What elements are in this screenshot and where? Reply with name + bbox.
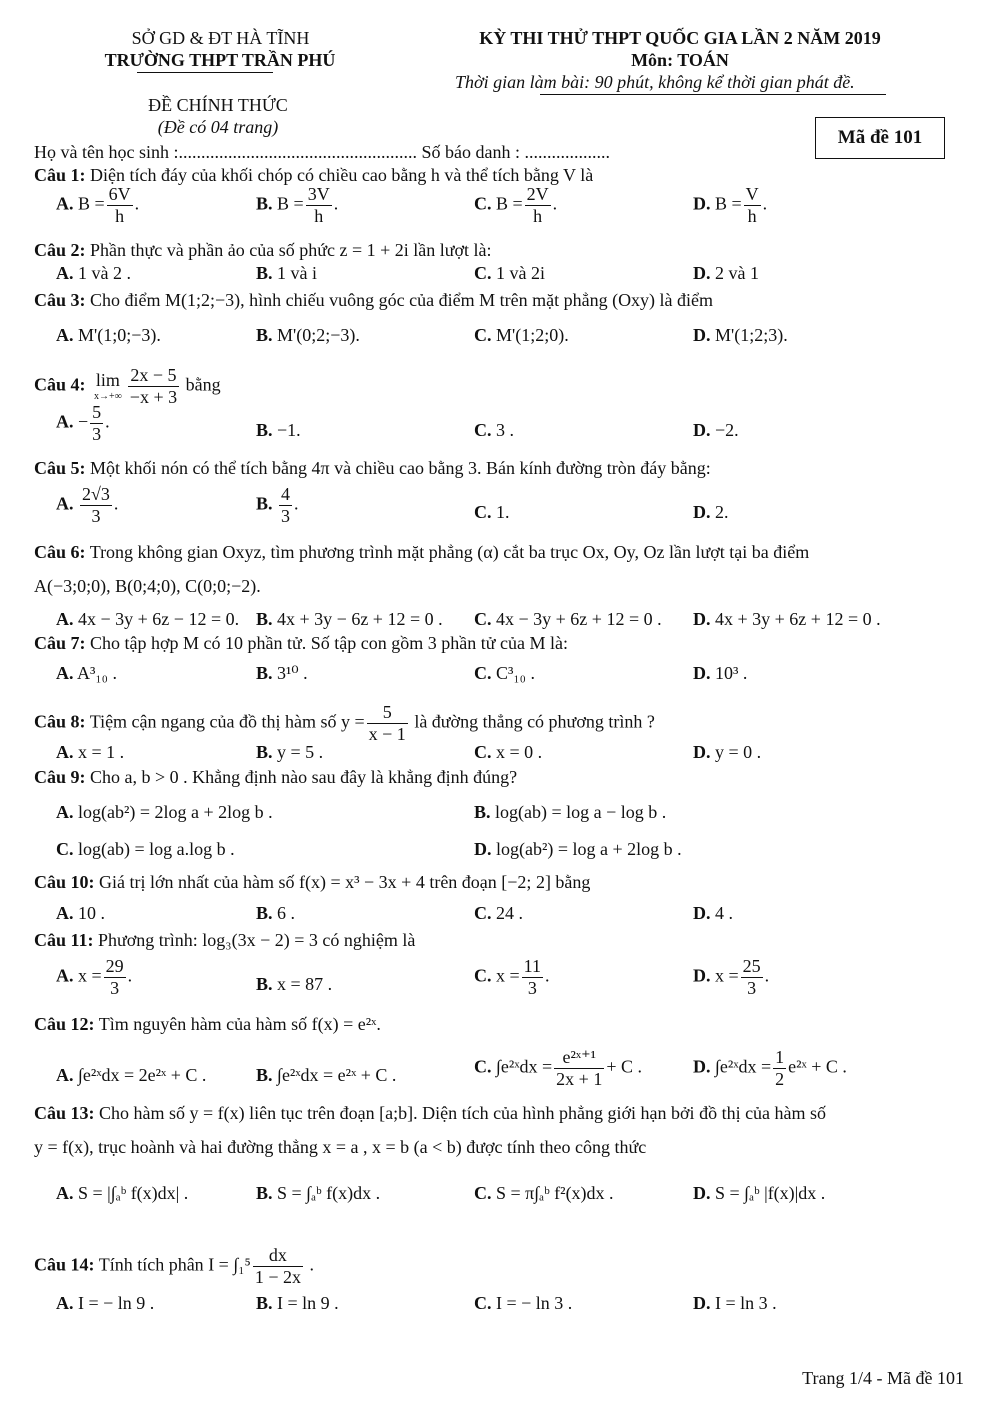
fraction bbox=[279, 484, 292, 526]
option-text: 10³ . bbox=[715, 663, 748, 683]
option-text: 4x − 3y + 6z + 12 = 0 . bbox=[496, 609, 662, 629]
question-number: Câu 7: bbox=[34, 633, 86, 653]
option-label: B. bbox=[256, 420, 273, 440]
option-b bbox=[256, 184, 338, 226]
option-d bbox=[693, 420, 739, 441]
option-d bbox=[693, 609, 881, 630]
pages-note: (Đề có 04 trang) bbox=[157, 117, 279, 137]
fraction-denominator: h bbox=[533, 205, 543, 226]
fraction bbox=[773, 1047, 786, 1089]
option-label: B. bbox=[256, 493, 273, 514]
option-label: C. bbox=[56, 839, 74, 859]
option-label: A. bbox=[56, 493, 74, 514]
question-3 bbox=[34, 290, 713, 311]
option-c bbox=[474, 609, 662, 630]
option-text: S = ∫ₐᵇ |f(x)|dx . bbox=[715, 1183, 826, 1203]
question-13-line-2: y = f(x), trục hoành và hai đường thẳng x = a , x = b (a < b) được tính theo công thức bbox=[34, 1137, 647, 1157]
option-b bbox=[256, 1293, 339, 1314]
fraction-denominator: 3 bbox=[747, 977, 757, 998]
option-b bbox=[256, 974, 332, 995]
option-label: C. bbox=[474, 1183, 492, 1203]
option-label: C. bbox=[474, 502, 492, 522]
fraction-denominator: 2 bbox=[775, 1068, 785, 1089]
option-label: C. bbox=[474, 193, 492, 214]
question-number: Câu 4: bbox=[34, 374, 86, 395]
option-label: A. bbox=[56, 193, 74, 214]
option-label: D. bbox=[693, 965, 711, 986]
fraction-numerator: 11 bbox=[523, 956, 541, 976]
option-b bbox=[256, 1183, 380, 1204]
option-c bbox=[474, 903, 523, 924]
option-text: 3 . bbox=[496, 420, 514, 440]
option-label: D. bbox=[693, 1183, 711, 1203]
question-text: Tìm nguyên hàm của hàm số f(x) = e²ˣ. bbox=[98, 1014, 381, 1034]
subject: Môn: TOÁN bbox=[631, 50, 729, 70]
option-c bbox=[474, 325, 569, 346]
option-suffix: . bbox=[764, 965, 770, 986]
question-number: Câu 6: bbox=[34, 542, 86, 562]
option-label: C. bbox=[474, 965, 492, 986]
dept-name: SỞ GD & ĐT HÀ TĨNH bbox=[131, 28, 310, 48]
question-text: Phần thực và phần ảo của số phức z = 1 + 2i lần lượt là: bbox=[90, 240, 492, 260]
fraction-denominator: h bbox=[314, 205, 324, 226]
option-b bbox=[256, 325, 360, 346]
option-text: 10 . bbox=[78, 903, 105, 923]
option-a bbox=[56, 956, 132, 998]
option-text: −2. bbox=[715, 420, 739, 440]
option-label: D. bbox=[693, 325, 711, 345]
option-d bbox=[474, 839, 682, 860]
question-text: Trong không gian Oxyz, tìm phương trình mặt phẳng (α) cắt ba trục Ox, Oy, Oz lần lượt tại ba điểm bbox=[89, 542, 810, 562]
fraction-numerator: 2√3 bbox=[82, 484, 110, 504]
fraction bbox=[522, 956, 543, 998]
question-number: Câu 9: bbox=[34, 767, 86, 787]
fraction bbox=[554, 1047, 604, 1089]
option-text: 1 và 2 . bbox=[78, 263, 131, 283]
fraction-denominator: 2x + 1 bbox=[556, 1068, 603, 1089]
formula-prefix: y = bbox=[341, 711, 365, 732]
question-text: Cho điểm M(1;2;−3), hình chiếu vuông góc của điểm M trên mặt phẳng (Oxy) là điểm bbox=[90, 290, 714, 310]
option-c bbox=[56, 839, 235, 860]
limit-subscript: x→+∞ bbox=[94, 390, 122, 402]
option-label: C. bbox=[474, 742, 492, 762]
option-prefix: x = bbox=[496, 965, 520, 986]
option-text: y = 0 . bbox=[715, 742, 762, 762]
limit-operator bbox=[92, 370, 124, 402]
question-number: Câu 3: bbox=[34, 290, 86, 310]
fraction-numerator: 29 bbox=[105, 956, 124, 976]
option-prefix: x = bbox=[78, 965, 102, 986]
option-text: log(ab²) = 2log a + 2log b . bbox=[78, 802, 273, 822]
option-text: I = ln 3 . bbox=[715, 1293, 777, 1313]
time-underline bbox=[540, 94, 886, 95]
option-suffix: . bbox=[294, 493, 299, 514]
option-label: B. bbox=[256, 903, 273, 923]
option-label: A. bbox=[56, 1065, 74, 1085]
option-label: A. bbox=[56, 325, 74, 345]
option-label: B. bbox=[256, 609, 273, 629]
option-d bbox=[693, 663, 747, 684]
fraction-numerator: V bbox=[745, 184, 759, 204]
option-text: ∫e²ˣdx = e²ˣ + C . bbox=[277, 1065, 397, 1085]
option-text: 4x + 3y − 6z + 12 = 0 . bbox=[277, 609, 443, 629]
option-label: D. bbox=[693, 502, 711, 522]
option-text: I = − ln 9 . bbox=[78, 1293, 155, 1313]
option-a bbox=[56, 1065, 206, 1086]
option-text: y = 5 . bbox=[277, 742, 324, 762]
option-label: D. bbox=[693, 742, 711, 762]
fraction-numerator: 5 bbox=[92, 402, 102, 422]
option-label: B. bbox=[256, 263, 273, 283]
question-text-after: . bbox=[309, 1254, 314, 1275]
option-a bbox=[56, 184, 139, 226]
question-text: Phương trình: log₃(3x − 2) = 3 có nghiệm là bbox=[98, 930, 416, 950]
fraction-denominator: 3 bbox=[110, 977, 120, 998]
question-6 bbox=[34, 542, 809, 563]
question-number: Câu 12: bbox=[34, 1014, 95, 1034]
option-text: A³₁₀ . bbox=[77, 663, 117, 683]
fraction bbox=[107, 184, 133, 226]
option-text: M'(1;2;0). bbox=[496, 325, 569, 345]
question-text: Một khối nón có thể tích bằng 4π và chiều cao bằng 3. Bán kính đường tròn đáy bằng: bbox=[90, 458, 711, 478]
option-a bbox=[56, 802, 273, 823]
fraction bbox=[128, 365, 179, 407]
fraction-numerator: dx bbox=[253, 1245, 303, 1267]
option-suffix: . bbox=[552, 193, 558, 214]
option-label: A. bbox=[56, 742, 74, 762]
limit-word: lim bbox=[95, 370, 120, 391]
question-14 bbox=[34, 1245, 314, 1287]
option-b bbox=[256, 484, 299, 526]
option-label: D. bbox=[693, 193, 711, 214]
option-d bbox=[693, 1293, 777, 1314]
question-7 bbox=[34, 633, 568, 654]
fraction-numerator: 1 bbox=[775, 1047, 785, 1067]
option-prefix: − bbox=[78, 411, 89, 432]
fraction-denominator: 3 bbox=[281, 505, 291, 526]
option-b bbox=[256, 903, 295, 924]
question-number: Câu 8: bbox=[34, 711, 86, 732]
option-a bbox=[56, 663, 117, 684]
option-label: A. bbox=[56, 263, 74, 283]
question-13 bbox=[34, 1103, 826, 1124]
option-prefix: ∫e²ˣdx = bbox=[715, 1056, 772, 1077]
option-label: C. bbox=[474, 903, 492, 923]
option-c bbox=[474, 502, 510, 523]
fraction bbox=[367, 702, 408, 744]
question-2 bbox=[34, 240, 492, 261]
option-label: B. bbox=[256, 193, 273, 214]
option-c bbox=[474, 742, 542, 763]
option-text: 1. bbox=[496, 502, 510, 522]
option-d bbox=[693, 184, 767, 226]
option-suffix: . bbox=[113, 493, 119, 514]
option-a bbox=[56, 609, 239, 630]
option-b bbox=[256, 1065, 396, 1086]
option-label: B. bbox=[256, 325, 273, 345]
option-a bbox=[56, 325, 161, 346]
option-label: C. bbox=[474, 1056, 492, 1077]
student-info-line: Họ và tên học sinh :..................................................... Số báo danh : ................... bbox=[34, 142, 610, 162]
exam-code-box: Mã đề 101 bbox=[815, 117, 945, 159]
fraction-denominator: x − 1 bbox=[368, 723, 406, 744]
option-d bbox=[693, 263, 759, 284]
option-prefix: B = bbox=[277, 193, 304, 214]
option-text: 24 . bbox=[496, 903, 523, 923]
question-number: Câu 2: bbox=[34, 240, 86, 260]
question-10 bbox=[34, 872, 590, 893]
option-label: C. bbox=[474, 609, 492, 629]
option-label: D. bbox=[693, 1056, 711, 1077]
exam-title: KỲ THI THỬ THPT QUỐC GIA LẦN 2 NĂM 2019 bbox=[479, 28, 881, 48]
option-text: 2. bbox=[715, 502, 729, 522]
school-underline bbox=[137, 72, 273, 73]
fraction bbox=[104, 956, 126, 998]
option-b bbox=[256, 420, 301, 441]
option-c bbox=[474, 1183, 614, 1204]
question-text: Diện tích đáy của khối chóp có chiều cao bằng h và thể tích bằng V là bbox=[90, 165, 594, 185]
option-c bbox=[474, 184, 557, 226]
option-label: B. bbox=[256, 1293, 273, 1313]
option-text: 6 . bbox=[277, 903, 296, 923]
option-label: A. bbox=[56, 663, 74, 683]
option-c bbox=[474, 420, 514, 441]
option-text: 4x − 3y + 6z − 12 = 0. bbox=[78, 609, 240, 629]
option-suffix: . bbox=[545, 965, 550, 986]
option-label: B. bbox=[256, 974, 273, 994]
question-text: Tính tích phân bbox=[98, 1254, 204, 1275]
fraction-denominator: 3 bbox=[92, 423, 102, 444]
option-text: S = ∫ₐᵇ f(x)dx . bbox=[277, 1183, 381, 1203]
formula-prefix: I = ∫₁⁵ bbox=[208, 1254, 251, 1275]
option-label: D. bbox=[693, 1293, 711, 1313]
option-text: C³₁₀ . bbox=[496, 663, 535, 683]
option-label: D. bbox=[693, 420, 711, 440]
question-8 bbox=[34, 702, 655, 744]
option-label: A. bbox=[56, 1183, 74, 1203]
option-prefix: B = bbox=[715, 193, 742, 214]
question-number: Câu 13: bbox=[34, 1103, 95, 1123]
option-label: D. bbox=[474, 839, 492, 859]
question-number: Câu 1: bbox=[34, 165, 86, 185]
fraction-numerator: e²ˣ⁺¹ bbox=[554, 1047, 604, 1069]
option-label: A. bbox=[56, 802, 74, 822]
option-text: M'(0;2;−3). bbox=[277, 325, 360, 345]
question-number: Câu 5: bbox=[34, 458, 86, 478]
fraction-numerator: 3V bbox=[307, 184, 330, 204]
question-text: Giá trị lớn nhất của hàm số f(x) = x³ − 3x + 4 trên đoạn [−2; 2] bằng bbox=[99, 872, 591, 892]
option-text: 4x + 3y + 6z + 12 = 0 . bbox=[715, 609, 881, 629]
fraction bbox=[306, 184, 332, 226]
fraction-numerator: 4 bbox=[281, 484, 291, 504]
question-text: Cho hàm số y = f(x) liên tục trên đoạn [a;b]. Diện tích của hình phẳng giới hạn bởi đồ thị của hàm số bbox=[99, 1103, 827, 1123]
option-d bbox=[693, 903, 733, 924]
option-text: log(ab) = log a − log b . bbox=[495, 802, 667, 822]
option-text: 4 . bbox=[715, 903, 733, 923]
option-text: S = |∫ₐᵇ f(x)dx| . bbox=[78, 1183, 189, 1203]
fraction bbox=[80, 484, 112, 526]
option-d bbox=[693, 502, 729, 523]
option-b bbox=[256, 609, 443, 630]
option-text: 3¹⁰ . bbox=[277, 663, 308, 683]
fraction-denominator: h bbox=[747, 205, 757, 226]
option-text: ∫e²ˣdx = 2e²ˣ + C . bbox=[78, 1065, 207, 1085]
question-text-after: bằng bbox=[185, 374, 221, 395]
question-number: Câu 14: bbox=[34, 1254, 95, 1275]
option-c bbox=[474, 263, 545, 284]
time-note: Thời gian làm bài: 90 phút, không kể thời gian phát đề. bbox=[455, 72, 855, 92]
option-suffix: e²ˣ + C . bbox=[788, 1056, 847, 1077]
option-suffix: . bbox=[105, 411, 110, 432]
option-label: D. bbox=[693, 609, 711, 629]
question-5 bbox=[34, 458, 711, 479]
option-label: B. bbox=[474, 802, 491, 822]
fraction-numerator: 6V bbox=[108, 184, 131, 204]
option-prefix: B = bbox=[78, 193, 105, 214]
question-text: Cho tập hợp M có 10 phần tử. Số tập con gồm 3 phần tử của M là: bbox=[90, 633, 568, 653]
fraction bbox=[525, 184, 551, 226]
option-text: log(ab²) = log a + 2log b . bbox=[496, 839, 682, 859]
fraction-numerator: 25 bbox=[742, 956, 761, 976]
option-label: A. bbox=[56, 609, 74, 629]
option-d bbox=[693, 1047, 847, 1089]
option-b bbox=[256, 742, 323, 763]
option-label: B. bbox=[256, 1183, 273, 1203]
option-text: log(ab) = log a.log b . bbox=[78, 839, 235, 859]
option-b bbox=[256, 663, 308, 684]
option-label: B. bbox=[256, 663, 273, 683]
option-label: C. bbox=[474, 263, 492, 283]
option-label: D. bbox=[693, 663, 711, 683]
question-6-line-2: A(−3;0;0), B(0;4;0), C(0;0;−2). bbox=[34, 576, 261, 596]
option-label: B. bbox=[256, 742, 273, 762]
question-9 bbox=[34, 767, 517, 788]
official-label: ĐỀ CHÍNH THỨC bbox=[148, 95, 288, 115]
option-label: A. bbox=[56, 1293, 74, 1313]
option-suffix: . bbox=[127, 965, 133, 986]
question-number: Câu 10: bbox=[34, 872, 95, 892]
fraction-denominator: 3 bbox=[527, 977, 537, 998]
option-b bbox=[474, 802, 666, 823]
fraction-numerator: 5 bbox=[367, 702, 408, 724]
fraction bbox=[253, 1245, 303, 1287]
option-prefix: x = bbox=[715, 965, 739, 986]
option-prefix: B = bbox=[496, 193, 523, 214]
fraction bbox=[741, 956, 763, 998]
option-text: M'(1;0;−3). bbox=[78, 325, 161, 345]
question-number: Câu 11: bbox=[34, 930, 94, 950]
option-c bbox=[474, 956, 550, 998]
option-c bbox=[474, 663, 535, 684]
option-text: I = − ln 3 . bbox=[496, 1293, 573, 1313]
option-text: 2 và 1 bbox=[715, 263, 759, 283]
fraction bbox=[744, 184, 761, 226]
option-a bbox=[56, 1183, 188, 1204]
option-text: I = ln 9 . bbox=[277, 1293, 339, 1313]
question-text: Tiệm cận ngang của đồ thị hàm số bbox=[89, 711, 337, 732]
option-suffix: . bbox=[134, 193, 140, 214]
option-label: A. bbox=[56, 411, 74, 432]
option-a bbox=[56, 1293, 154, 1314]
school-name: TRƯỜNG THPT TRẦN PHÚ bbox=[104, 50, 336, 70]
fraction-numerator: 2V bbox=[526, 184, 549, 204]
fraction-denominator: 1 − 2x bbox=[254, 1266, 301, 1287]
fraction-denominator: −x + 3 bbox=[129, 386, 178, 407]
option-a bbox=[56, 484, 118, 526]
option-label: A. bbox=[56, 965, 74, 986]
fraction bbox=[90, 402, 103, 444]
page-footer: Trang 1/4 - Mã đề 101 bbox=[802, 1368, 964, 1388]
question-11 bbox=[34, 930, 415, 951]
option-suffix: . bbox=[762, 193, 768, 214]
option-text: x = 87 . bbox=[277, 974, 333, 994]
option-text: x = 0 . bbox=[496, 742, 543, 762]
option-text: 1 và i bbox=[277, 263, 318, 283]
option-c bbox=[474, 1047, 642, 1089]
option-c bbox=[474, 1293, 572, 1314]
option-text: 1 và 2i bbox=[496, 263, 545, 283]
option-text: −1. bbox=[277, 420, 301, 440]
option-text: x = 1 . bbox=[78, 742, 125, 762]
fraction-denominator: 3 bbox=[91, 505, 101, 526]
option-text: M'(1;2;3). bbox=[715, 325, 788, 345]
option-label: B. bbox=[256, 1065, 273, 1085]
option-label: C. bbox=[474, 663, 492, 683]
option-a bbox=[56, 903, 105, 924]
option-d bbox=[693, 325, 788, 346]
option-label: D. bbox=[693, 263, 711, 283]
fraction-numerator: 2x − 5 bbox=[128, 365, 179, 387]
question-text-after: là đường thẳng có phương trình ? bbox=[414, 711, 655, 732]
option-a bbox=[56, 263, 131, 284]
option-label: C. bbox=[474, 420, 492, 440]
question-text: Cho a, b > 0 . Khẳng định nào sau đây là khẳng định đúng? bbox=[90, 767, 518, 787]
question-12 bbox=[34, 1014, 381, 1035]
option-label: C. bbox=[474, 325, 492, 345]
option-label: D. bbox=[693, 903, 711, 923]
option-label: A. bbox=[56, 903, 74, 923]
option-suffix: . bbox=[333, 193, 339, 214]
option-a bbox=[56, 742, 124, 763]
option-suffix: + C . bbox=[606, 1056, 642, 1077]
fraction-denominator: h bbox=[115, 205, 125, 226]
option-a bbox=[56, 402, 110, 444]
option-d bbox=[693, 742, 761, 763]
option-text: S = π∫ₐᵇ f²(x)dx . bbox=[496, 1183, 614, 1203]
option-b bbox=[256, 263, 317, 284]
question-1 bbox=[34, 165, 593, 186]
option-prefix: ∫e²ˣdx = bbox=[496, 1056, 553, 1077]
option-label: C. bbox=[474, 1293, 492, 1313]
option-d bbox=[693, 956, 769, 998]
option-d bbox=[693, 1183, 825, 1204]
